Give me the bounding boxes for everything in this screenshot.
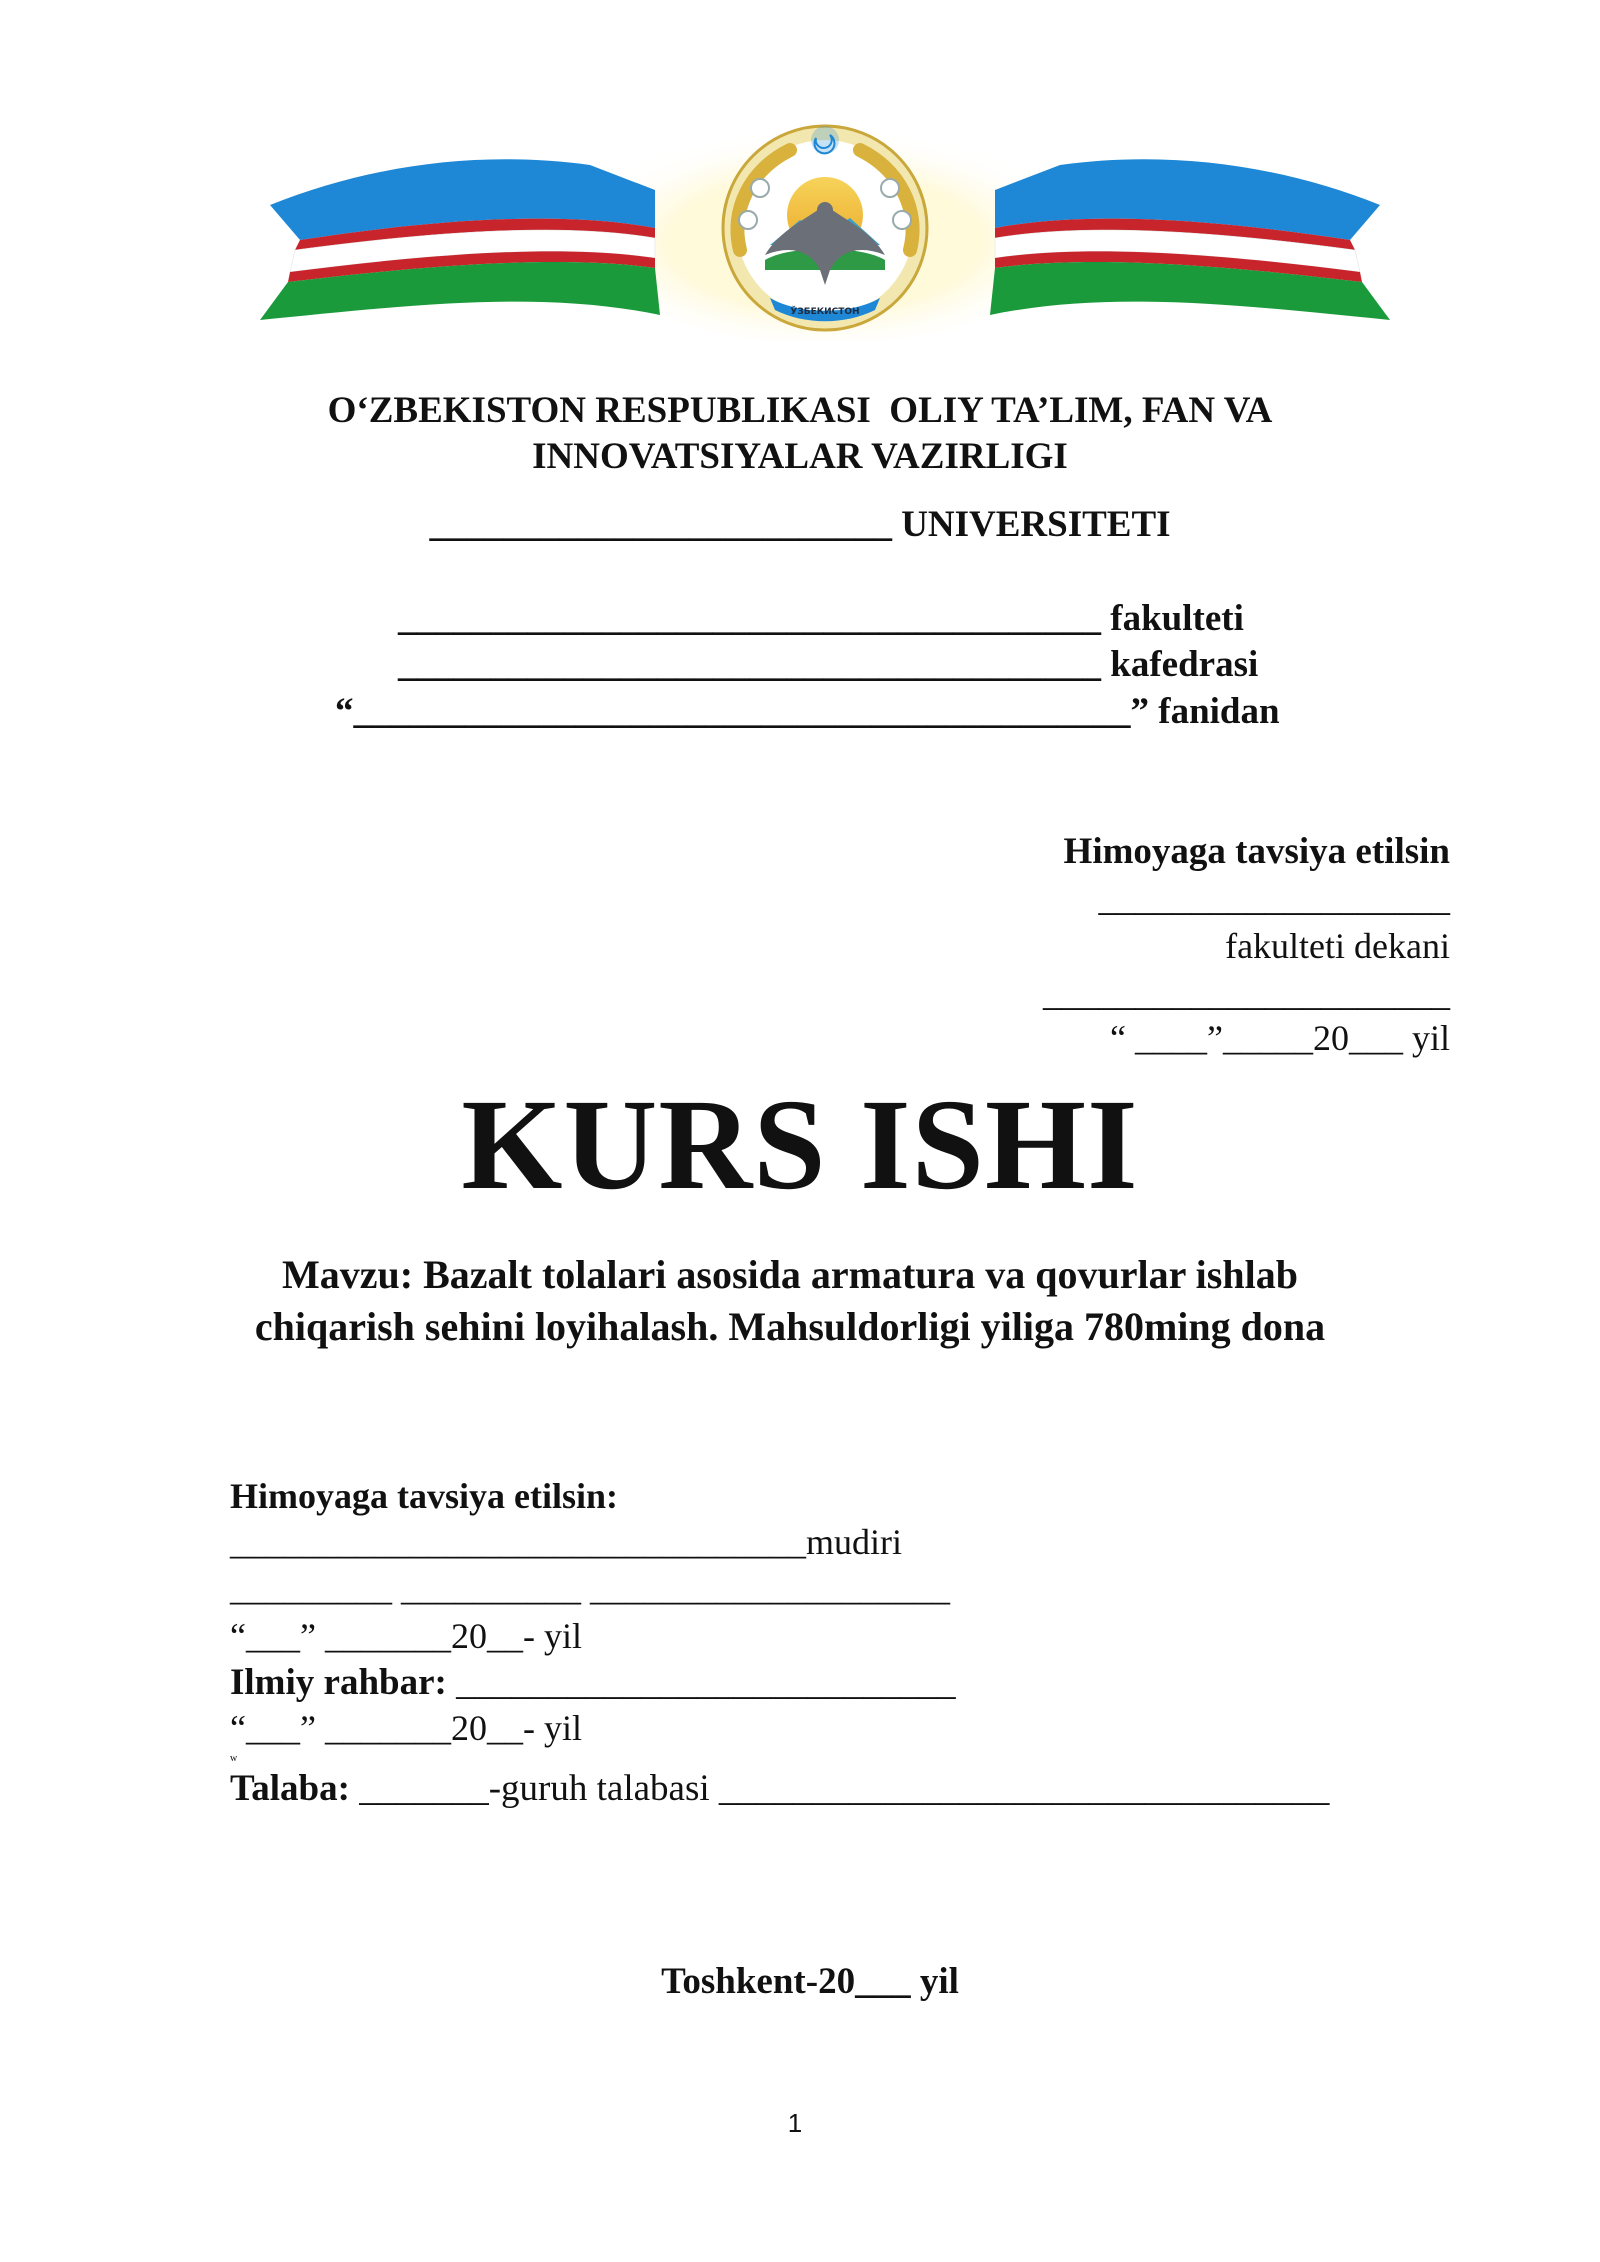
approval-right-date: “ ____”_____20___ yil [1110,1018,1450,1058]
approval-right-blank-2: ______________________ [1043,973,1450,1014]
approval-date-2: “___” _______20__- yil [230,1708,582,1748]
emblem-ribbon-text: ЎЗБЕКИСТОН [790,307,860,317]
tiny-mark: w [230,1753,238,1764]
approval-date-1: “___” _______20__- yil [230,1616,582,1656]
left-flag-ribbon [260,159,660,320]
state-emblem-icon [723,126,927,330]
subject-line: “__________________________________________” fanidan [335,691,1280,732]
approval-right-heading: Himoyaga tavsiya etilsin [1063,831,1450,872]
department-line: ______________________________________ kafedrasi [398,644,1259,685]
approval-right-blank-1: ___________________ [1098,878,1450,919]
supervisor-blank: ___________________________ [446,1662,956,1703]
city-year: Toshkent-20___ yil [661,1961,959,2002]
university-line: _________________________ UNIVERSITETI [429,504,1171,545]
ministry-line-2: INNOVATSIYALAR VAZIRLIGI [532,436,1068,477]
document-title: KURS ISHI [461,1073,1139,1217]
student-label: Talaba: [230,1768,350,1809]
topic-line-1: Mavzu: Bazalt tolalari asosida armatura va qovurlar ishlab [282,1252,1298,1297]
supervisor-line [230,1664,956,1701]
topic-line-2: chiqarish sehini loyihalash. Mahsuldorligi yiliga 780ming dona [254,1304,1326,1349]
approval-left-heading: Himoyaga tavsiya etilsin: [230,1476,618,1516]
uzbekistan-emblem-flags-icon [260,110,1390,340]
approval-blank-line: _________ __________ ____________________ [230,1568,950,1608]
supervisor-label: Ilmiy rahbar: [230,1662,447,1703]
department-head-line: ________________________________mudiri [230,1522,902,1562]
page-number: 1 [787,2108,803,2138]
student-line [230,1770,1329,1807]
faculty-line: ______________________________________ fakulteti [398,598,1244,639]
dean-label: fakulteti dekani [1225,926,1450,966]
right-flag-ribbon [990,159,1390,320]
student-rest: _______-guruh talabasi _________________________________ [349,1768,1330,1809]
ministry-line-1: O‘ZBEKISTON RESPUBLIKASI OLIY TA’LIM, FAN VA [327,390,1273,431]
